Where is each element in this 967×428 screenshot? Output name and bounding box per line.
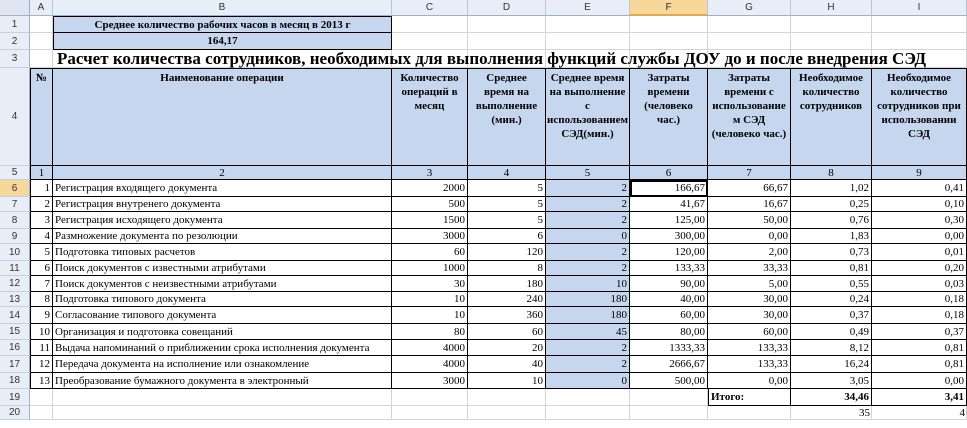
operation-name[interactable]: Организация и подготовка совещаний — [53, 324, 392, 340]
table-cell[interactable]: 0,00 — [708, 229, 791, 244]
column-header-g[interactable]: G — [708, 0, 791, 16]
column-header-h[interactable]: H — [791, 0, 872, 16]
table-cell[interactable]: 0,24 — [791, 292, 872, 307]
grid-cell[interactable] — [630, 389, 708, 406]
operation-name[interactable]: Выдача напоминаний о приближении срока исполнения документа — [53, 340, 392, 356]
grid-cell[interactable] — [708, 16, 791, 33]
table-cell[interactable]: 90,00 — [630, 276, 708, 292]
table-cell[interactable]: 3000 — [392, 373, 468, 389]
table-cell[interactable]: 500,00 — [630, 373, 708, 389]
grid-cell[interactable] — [30, 50, 53, 68]
column-header-a[interactable]: A — [30, 0, 53, 16]
table-cell[interactable]: 30,00 — [708, 307, 791, 324]
grid-cell[interactable] — [708, 406, 791, 420]
grid-cell[interactable] — [791, 16, 872, 33]
table-cell[interactable]: 0,00 — [872, 229, 967, 244]
column-header-i[interactable]: I — [872, 0, 967, 16]
table-cell[interactable]: 12 — [30, 356, 53, 373]
grid-cell[interactable] — [30, 406, 53, 420]
table-cell[interactable]: 60 — [392, 244, 468, 261]
table-cell[interactable]: 10 — [392, 292, 468, 307]
operation-name[interactable]: Подготовка типового документа — [53, 292, 392, 307]
table-cell[interactable]: 4000 — [392, 356, 468, 373]
table-cell[interactable]: 1,02 — [791, 180, 872, 197]
operation-name[interactable]: Размножение документа по резолюции — [53, 229, 392, 244]
table-cell[interactable]: 1500 — [392, 212, 468, 229]
row-header-15[interactable]: 15 — [0, 324, 30, 340]
table-cell[interactable]: 2 — [546, 212, 630, 229]
grid-cell[interactable] — [546, 389, 630, 406]
table-cell[interactable]: 0,20 — [872, 261, 967, 276]
row-header-4[interactable]: 4 — [0, 68, 30, 166]
table-cell[interactable]: 0,37 — [872, 324, 967, 340]
table-cell[interactable]: 16,24 — [791, 356, 872, 373]
colnum-4: 4 — [468, 166, 546, 180]
table-cell[interactable]: 3 — [30, 212, 53, 229]
operation-name[interactable]: Регистрация входящего документа — [53, 180, 392, 197]
table-cell[interactable]: 120 — [468, 244, 546, 261]
row-header-18[interactable]: 18 — [0, 373, 30, 389]
table-cell[interactable]: 0,01 — [872, 244, 967, 261]
table-cell[interactable]: 0 — [546, 229, 630, 244]
colnum-7: 7 — [708, 166, 791, 180]
grid-cell[interactable] — [791, 33, 872, 50]
row-header-3[interactable]: 3 — [0, 50, 30, 68]
table-cell[interactable]: 60,00 — [630, 307, 708, 324]
row-header-16[interactable]: 16 — [0, 340, 30, 356]
row-header-8[interactable]: 8 — [0, 212, 30, 229]
header-h: Необходимое количество сотрудников — [791, 68, 872, 166]
colnum-8: 8 — [791, 166, 872, 180]
table-cell[interactable]: 0,49 — [791, 324, 872, 340]
table-cell[interactable]: 2 — [546, 244, 630, 261]
table-cell[interactable]: 80,00 — [630, 324, 708, 340]
table-cell[interactable]: 45 — [546, 324, 630, 340]
table-cell[interactable]: 60 — [468, 324, 546, 340]
column-header-d[interactable]: D — [468, 0, 546, 16]
table-cell[interactable]: 33,33 — [708, 261, 791, 276]
row20-i[interactable]: 4 — [959, 407, 965, 419]
table-cell[interactable]: 3000 — [392, 229, 468, 244]
table-cell[interactable]: 0 — [546, 373, 630, 389]
table-cell[interactable]: 0,00 — [872, 373, 967, 389]
table-cell[interactable]: 6 — [468, 229, 546, 244]
table-cell[interactable]: 40 — [468, 356, 546, 373]
table-cell[interactable]: 2 — [546, 197, 630, 212]
table-cell[interactable]: 8 — [30, 292, 53, 307]
grid-cell[interactable] — [468, 389, 546, 406]
table-cell[interactable]: 240 — [468, 292, 546, 307]
table-cell[interactable]: 5 — [468, 212, 546, 229]
table-cell[interactable]: 2,00 — [708, 244, 791, 261]
table-cell[interactable]: 360 — [468, 307, 546, 324]
grid-cell[interactable] — [392, 16, 468, 33]
row-header-14[interactable]: 14 — [0, 307, 30, 324]
table-cell[interactable]: 4000 — [392, 340, 468, 356]
table-cell[interactable]: 133,33 — [630, 261, 708, 276]
table-cell[interactable]: 7 — [30, 276, 53, 292]
table-cell[interactable]: 180 — [546, 307, 630, 324]
table-cell[interactable]: 0,76 — [791, 212, 872, 229]
table-cell[interactable]: 133,33 — [708, 340, 791, 356]
table-cell[interactable]: 0,81 — [791, 261, 872, 276]
table-cell[interactable]: 5 — [30, 244, 53, 261]
column-header-e[interactable]: E — [546, 0, 630, 16]
table-cell[interactable]: 9 — [30, 307, 53, 324]
grid-cell[interactable] — [546, 16, 630, 33]
colnum-6: 6 — [630, 166, 708, 180]
operation-name[interactable]: Передача документа на исполнение или ознакомление — [53, 356, 392, 373]
grid-cell[interactable] — [30, 33, 53, 50]
table-cell[interactable]: 41,67 — [630, 197, 708, 212]
colnum-3: 3 — [392, 166, 468, 180]
table-cell[interactable]: 0,37 — [791, 307, 872, 324]
table-cell[interactable]: 125,00 — [630, 212, 708, 229]
colnum-1: 1 — [30, 166, 53, 180]
grid-cell[interactable] — [630, 33, 708, 50]
table-cell[interactable]: 500 — [392, 197, 468, 212]
row-header-13[interactable]: 13 — [0, 292, 30, 307]
table-cell[interactable]: 50,00 — [708, 212, 791, 229]
totals-h: 34,46 — [791, 389, 872, 406]
operation-name[interactable]: Регистрация исходящего документа — [53, 212, 392, 229]
table-cell[interactable]: 30 — [392, 276, 468, 292]
header-g: Затраты времени с использование м СЭД (человеко час.) — [708, 68, 791, 166]
hours-label: Среднее количество рабочих часов в месяц в 2013 г — [53, 16, 392, 33]
hours-value: 164,17 — [53, 33, 392, 50]
table-cell[interactable]: 0,18 — [872, 292, 967, 307]
table-cell[interactable]: 2000 — [392, 180, 468, 197]
colnum-2: 2 — [53, 166, 392, 180]
table-cell[interactable]: 180 — [468, 276, 546, 292]
row-header-6[interactable]: 6 — [0, 180, 30, 197]
row-header-1[interactable]: 1 — [0, 16, 30, 33]
row-header-19[interactable]: 19 — [0, 389, 30, 406]
table-cell[interactable]: 30,00 — [708, 292, 791, 307]
grid-cell[interactable] — [392, 33, 468, 50]
grid-cell[interactable] — [708, 33, 791, 50]
row-header-10[interactable]: 10 — [0, 244, 30, 261]
column-header-c[interactable]: C — [392, 0, 468, 16]
row-header-7[interactable]: 7 — [0, 197, 30, 212]
grid-cell[interactable] — [630, 16, 708, 33]
colnum-9: 9 — [872, 166, 967, 180]
header-i: Необходимое количество сотрудников при использовании СЭД — [872, 68, 967, 166]
table-cell[interactable]: 8 — [468, 261, 546, 276]
table-cell[interactable]: 6 — [30, 261, 53, 276]
grid-cell[interactable] — [30, 16, 53, 33]
table-cell[interactable]: 0,81 — [872, 356, 967, 373]
table-cell[interactable]: 2 — [546, 340, 630, 356]
table-cell[interactable]: 8,12 — [791, 340, 872, 356]
header-d: Среднее время на выполнение (мин.) — [468, 68, 546, 166]
row-header-17[interactable]: 17 — [0, 356, 30, 373]
table-cell[interactable]: 5,00 — [708, 276, 791, 292]
table-cell[interactable]: 10 — [468, 373, 546, 389]
operation-name[interactable]: Поиск документов с неизвестными атрибутами — [53, 276, 392, 292]
table-cell[interactable]: 0,41 — [872, 180, 967, 197]
operation-name[interactable]: Поиск документов с известными атрибутами — [53, 261, 392, 276]
grid-cell[interactable] — [468, 406, 546, 420]
operation-name[interactable]: Преобразование бумажного документа в электронный — [53, 373, 392, 389]
table-cell[interactable]: 5 — [468, 197, 546, 212]
row-header-11[interactable]: 11 — [0, 261, 30, 276]
grid-cell[interactable] — [546, 33, 630, 50]
table-cell[interactable]: 1000 — [392, 261, 468, 276]
table-title: Расчет количества сотрудников, необходимых для выполнения функций службы ДОУ до и после внедрения СЭД — [57, 49, 927, 68]
table-cell[interactable]: 0,00 — [708, 373, 791, 389]
table-cell[interactable]: 16,67 — [708, 197, 791, 212]
operation-name[interactable]: Согласование типового документа — [53, 307, 392, 324]
row-header-20[interactable]: 20 — [0, 406, 30, 420]
column-header-f[interactable]: F — [630, 0, 708, 16]
row20-h[interactable]: 35 — [859, 407, 870, 419]
header-no: № — [30, 68, 53, 166]
row-header-9[interactable]: 9 — [0, 229, 30, 244]
grid-cell[interactable] — [468, 33, 546, 50]
table-cell[interactable]: 13 — [30, 373, 53, 389]
table-cell[interactable]: 3,05 — [791, 373, 872, 389]
table-cell[interactable]: 0,18 — [872, 307, 967, 324]
grid-cell[interactable] — [392, 406, 468, 420]
table-cell[interactable]: 166,67 — [630, 180, 708, 197]
totals-i: 3,41 — [872, 389, 967, 406]
grid-cell[interactable] — [53, 389, 392, 406]
totals-label: Итого: — [708, 389, 791, 406]
row-header-12[interactable]: 12 — [0, 276, 30, 292]
grid-cell[interactable] — [872, 16, 967, 33]
table-cell[interactable]: 10 — [546, 276, 630, 292]
colnum-5: 5 — [546, 166, 630, 180]
operation-name[interactable]: Регистрация внутренего документа — [53, 197, 392, 212]
table-cell[interactable]: 60,00 — [708, 324, 791, 340]
table-cell[interactable]: 2 — [546, 261, 630, 276]
table-cell[interactable]: 2666,67 — [630, 356, 708, 373]
table-cell[interactable]: 5 — [468, 180, 546, 197]
header-f: Затраты времени (человеко час.) — [630, 68, 708, 166]
table-cell[interactable]: 0,55 — [791, 276, 872, 292]
table-cell[interactable]: 40,00 — [630, 292, 708, 307]
grid-cell[interactable] — [392, 389, 468, 406]
grid-cell[interactable] — [468, 16, 546, 33]
table-cell[interactable]: 11 — [30, 340, 53, 356]
table-cell[interactable]: 66,67 — [708, 180, 791, 197]
table-cell[interactable]: 1333,33 — [630, 340, 708, 356]
table-cell[interactable]: 2 — [30, 197, 53, 212]
row-header-5[interactable]: 5 — [0, 166, 30, 180]
grid-cell[interactable] — [630, 406, 708, 420]
table-cell[interactable]: 20 — [468, 340, 546, 356]
table-cell[interactable]: 0,10 — [872, 197, 967, 212]
table-cell[interactable]: 0,81 — [872, 340, 967, 356]
table-cell[interactable]: 0,03 — [872, 276, 967, 292]
header-name: Наименование операции — [53, 68, 392, 166]
table-cell[interactable]: 180 — [546, 292, 630, 307]
grid-cell[interactable] — [546, 406, 630, 420]
operation-name[interactable]: Подготовка типовых расчетов — [53, 244, 392, 261]
select-all-corner[interactable] — [0, 0, 30, 16]
table-cell[interactable]: 133,33 — [708, 356, 791, 373]
table-cell[interactable]: 2 — [546, 356, 630, 373]
column-header-b[interactable]: B — [53, 0, 392, 16]
row-header-2[interactable]: 2 — [0, 33, 30, 50]
grid-cell[interactable] — [30, 389, 53, 406]
grid-cell[interactable] — [872, 33, 967, 50]
table-cell[interactable]: 1 — [30, 180, 53, 197]
table-cell[interactable]: 120,00 — [630, 244, 708, 261]
table-cell[interactable]: 10 — [30, 324, 53, 340]
grid-cell[interactable] — [53, 406, 392, 420]
header-c: Количество операций в месяц — [392, 68, 468, 166]
table-cell[interactable]: 0,30 — [872, 212, 967, 229]
header-e: Среднее время на выполнение с использованием СЭД(мин.) — [546, 68, 630, 166]
table-cell[interactable]: 0,25 — [791, 197, 872, 212]
table-cell[interactable]: 80 — [392, 324, 468, 340]
table-cell[interactable]: 1,83 — [791, 229, 872, 244]
table-cell[interactable]: 4 — [30, 229, 53, 244]
table-cell[interactable]: 2 — [546, 180, 630, 197]
table-cell[interactable]: 300,00 — [630, 229, 708, 244]
table-cell[interactable]: 0,73 — [791, 244, 872, 261]
table-cell[interactable]: 10 — [392, 307, 468, 324]
